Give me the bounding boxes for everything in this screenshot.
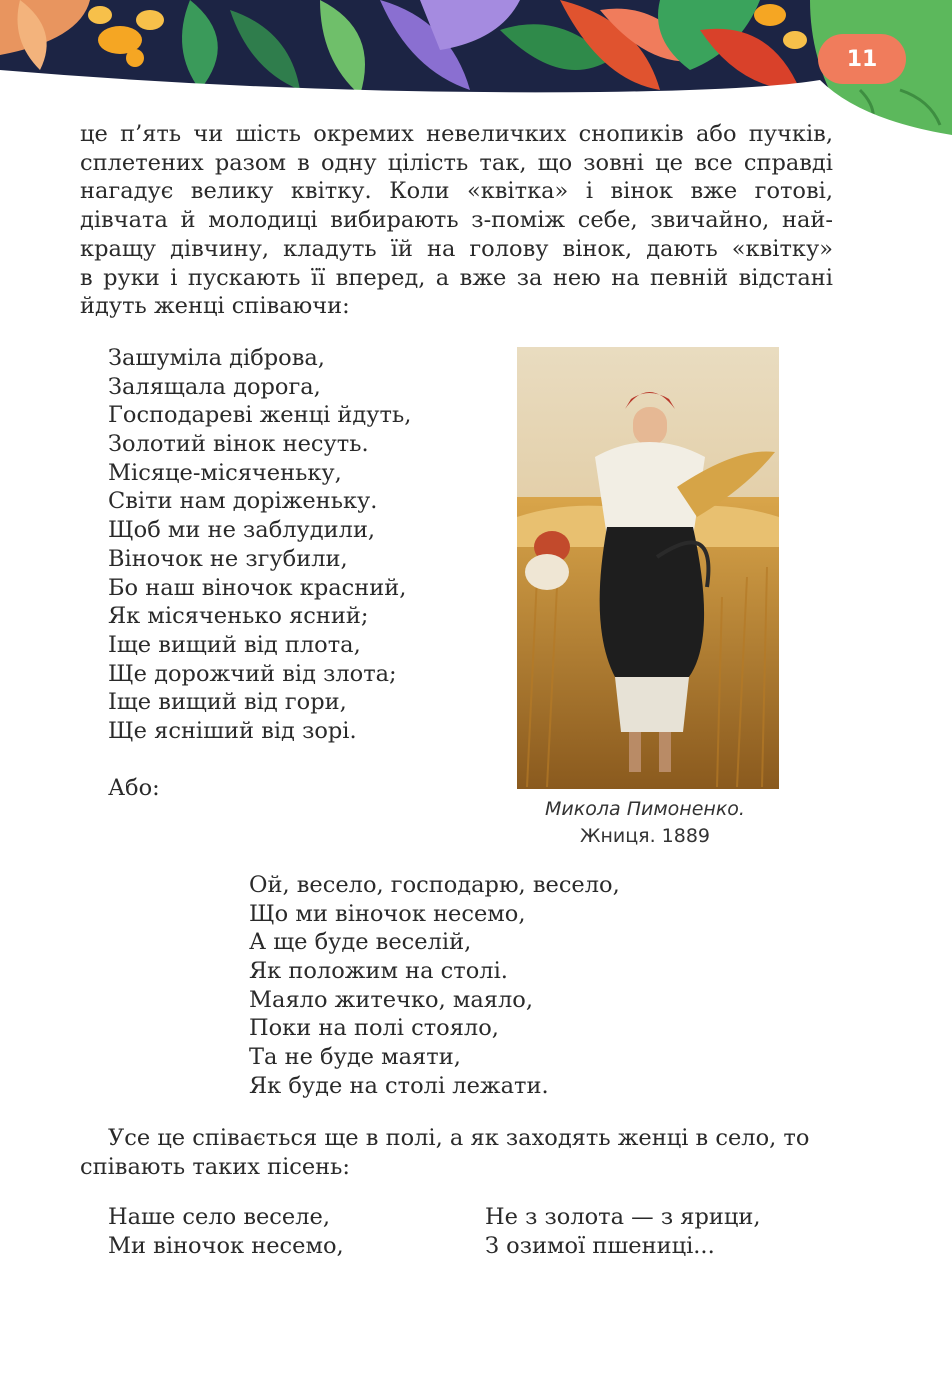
closing-paragraph-line: Усе це співається ще в полі, а як заходять женці в село, то [108,1125,810,1151]
verse-line: Ми віночок несемо, [108,1232,344,1259]
verse-line: Ой, весело, господарю, весело, [249,872,620,898]
page-number-badge: 11 [818,34,906,84]
verse-line: Що ми віночок несемо, [249,900,526,927]
verse-line: Віночок не згубили, [108,545,348,572]
verse-line: Не з золота — з ярици, [485,1204,761,1230]
painting-author: Микола Пимоненко. [545,798,745,820]
closing-paragraph-line: співають таких пісень: [80,1154,351,1180]
verse-line: Наше село веселе, [108,1204,330,1230]
verse-line: Золотий вінок несуть. [108,431,369,458]
painting-reaper-woman [517,347,779,789]
or-label: Або: [108,775,160,801]
song-3-left-column [108,1203,344,1260]
intro-paragraph [80,120,833,321]
painting-title: Жниця. 1889 [579,825,711,847]
verse-line: Ще ясніший від зорі. [108,717,357,744]
verse-line: Як місяченько ясний; [108,603,369,630]
paragraph-line: нагадує велику квітку. Коли «квітка» і вінок вже готові, [80,178,833,205]
song-2-verse [249,871,620,1101]
verse-line: Місяце-місяченьку, [108,459,342,486]
paragraph-line: йдуть женці співаючи: [80,293,350,320]
verse-line: А ще буде веселій, [249,929,472,956]
verse-line: Залящала дорога, [108,373,321,400]
verse-line: Бо наш віночок красний, [108,574,407,601]
verse-line: Поки на полі стояло, [249,1015,499,1042]
verse-line: Та не буде маяти, [249,1044,461,1071]
verse-line: Іще вищий від гори, [108,689,347,716]
verse-line: З озимої пшениці... [485,1232,715,1259]
verse-line: Господареві женці йдуть, [108,402,412,429]
paragraph-line: сплетених разом в одну цілість так, що зовні це все справді [80,149,833,176]
verse-line: Ще дорожчий від злота; [108,660,397,687]
paragraph-line: в руки і пускають її вперед, а вже за нею на певній відстані [80,264,833,291]
verse-line: Щоб ми не заблудили, [108,517,376,544]
paragraph-line: це п’ять чи шість окремих невеличких снопиків або пучків, [80,121,833,147]
painting-caption [500,796,790,850]
verse-line: Світи нам доріженьку. [108,488,378,515]
verse-line: Як положим на столі. [249,958,508,985]
paragraph-line: кращу дівчину, кладуть їй на голову вінок, дають «квітку» [80,235,833,262]
verse-line: Зашуміла діброва, [108,345,325,371]
verse-line: Маяло житечко, маяло, [249,986,533,1013]
song-1-verse [108,344,411,746]
paragraph-line: дівчата й молодиці вибирають з-поміж себе, звичайно, най- [80,207,833,234]
song-3-right-column [485,1203,760,1260]
verse-line: Іще вищий від плота, [108,631,361,658]
verse-line: Як буде на столі лежати. [249,1072,549,1099]
